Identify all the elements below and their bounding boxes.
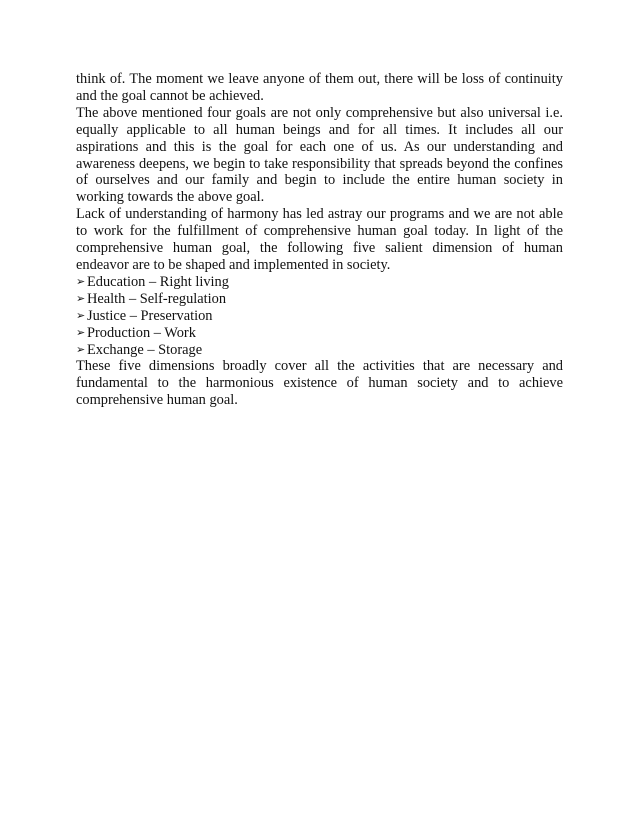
- list-item-exchange: [76, 342, 563, 359]
- list-item-text: Health – Self-regulation: [87, 290, 227, 307]
- document-body: [76, 71, 563, 409]
- list-item-justice: [76, 308, 563, 325]
- paragraph-closing: These five dimensions broadly cover all the activities that are necessary and fundamental to the harmonious existence of human society and to achieve comprehensive human goal.: [76, 358, 563, 409]
- list-item-text: Exchange – Storage: [87, 341, 203, 358]
- paragraph-harmony: Lack of understanding of harmony has led astray our programs and we are not able to work for the fulfillment of comprehensive human goal today. In light of the comprehensive human goal, the following five salient dimension of human endeavor are to be shaped and implemented in society.: [76, 206, 563, 273]
- arrow-bullet-icon: ➢: [76, 291, 86, 305]
- arrow-bullet-icon: ➢: [76, 325, 86, 339]
- arrow-bullet-icon: ➢: [76, 308, 86, 322]
- arrow-bullet-icon: ➢: [76, 342, 86, 356]
- list-item-text: Education – Right living: [87, 273, 229, 290]
- paragraph-universal-goals: The above mentioned four goals are not only comprehensive but also universal i.e. equally applicable to all human beings and for all times. It includes all our aspirations and this is the goal for each one of us. As our understanding and awareness deepens, we begin to take responsibility that spreads beyond the confines of ourselves and our family and begin to include the entire human society in working towards the above goal.: [76, 104, 563, 206]
- list-item-text: Production – Work: [87, 324, 196, 341]
- list-item-text: Justice – Preservation: [87, 307, 213, 324]
- list-item-production: [76, 325, 563, 342]
- arrow-bullet-icon: ➢: [76, 274, 86, 288]
- list-item-education: [76, 274, 563, 291]
- dimensions-list: [76, 274, 563, 359]
- list-item-health: [76, 291, 563, 308]
- paragraph-continuity: think of. The moment we leave anyone of them out, there will be loss of continuity and the goal cannot be achieved.: [76, 71, 563, 104]
